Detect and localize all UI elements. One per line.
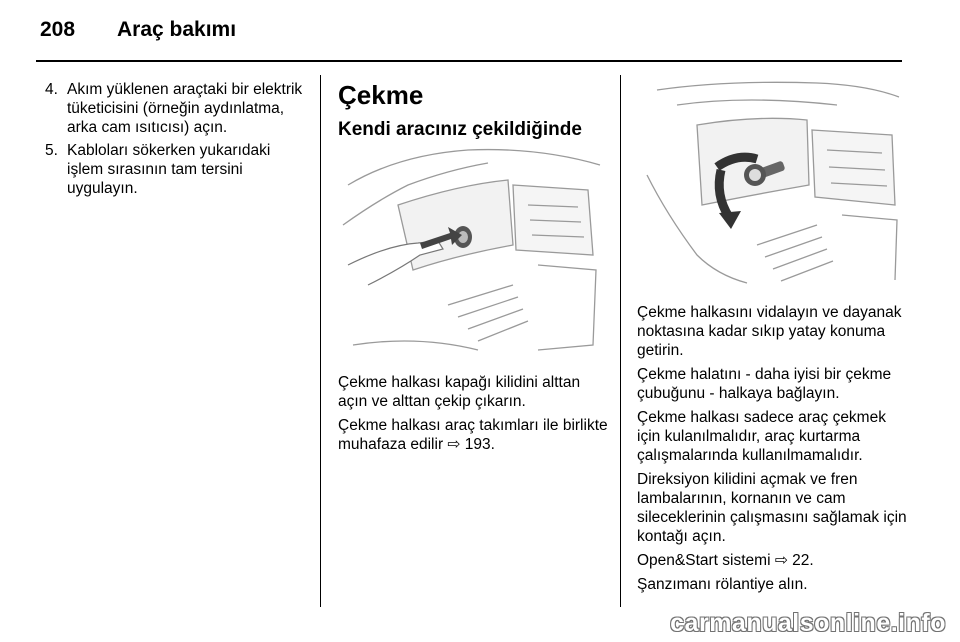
body-paragraph: Direksiyon kilidini açmak ve fren lambalarının, kornanın ve cam sileceklerinin çalışmasını sağlamak için kontağı açın. <box>637 471 907 545</box>
list-item-text: Akım yüklenen araçtaki bir elektrik tüketicisini (örneğin aydınlatma, arka cam ısıtıcısı) açın. <box>67 81 303 136</box>
body-paragraph: Çekme halkasını vidalayın ve dayanak noktasına kadar sıkıp yatay konuma getirin. <box>637 304 902 359</box>
body-paragraph: Çekme halatını - daha iyisi bir çekme çubuğunu - halkaya bağlayın. <box>637 366 892 402</box>
tow-cover-illustration <box>338 145 601 353</box>
section-title: Araç bakımı <box>117 18 237 41</box>
body-paragraph: Şanzımanı rölantiye alın. <box>637 576 808 593</box>
section-heading: Çekme <box>338 80 424 110</box>
body-paragraph: Çekme halkası kapağı kilidini alttan açın ve alttan çekip çıkarın. <box>338 374 581 410</box>
tow-eye-illustration <box>637 75 900 285</box>
site-watermark: carmanualsonline.info <box>670 609 946 637</box>
instruction-list <box>40 80 305 198</box>
list-item <box>40 141 305 198</box>
left-column <box>40 80 305 202</box>
column-divider-1 <box>320 75 321 607</box>
header-divider <box>36 60 902 62</box>
body-paragraph: Çekme halkası araç takımları ile birlikte muhafaza edilir ⇨ 193. <box>338 417 608 453</box>
section-subheading: Kendi aracınız çekildiğinde <box>338 119 582 140</box>
list-item <box>40 80 305 137</box>
body-paragraph: Open&Start sistemi ⇨ 22. <box>637 552 814 569</box>
middle-column <box>338 80 608 142</box>
list-item-text: Kabloları sökerken yukarıdaki işlem sırasının tam tersini uygulayın. <box>67 142 271 197</box>
middle-column-text <box>338 373 608 459</box>
list-item-number: 5. <box>45 142 58 159</box>
list-item-number: 4. <box>45 81 58 98</box>
page-number: 208 <box>40 18 76 41</box>
body-paragraph: Çekme halkası sadece araç çekmek için kulanılmalıdır, araç kurtarma çalışmalarında kullanılmamalıdır. <box>637 409 886 464</box>
right-column <box>637 303 907 599</box>
column-divider-2 <box>620 75 621 607</box>
